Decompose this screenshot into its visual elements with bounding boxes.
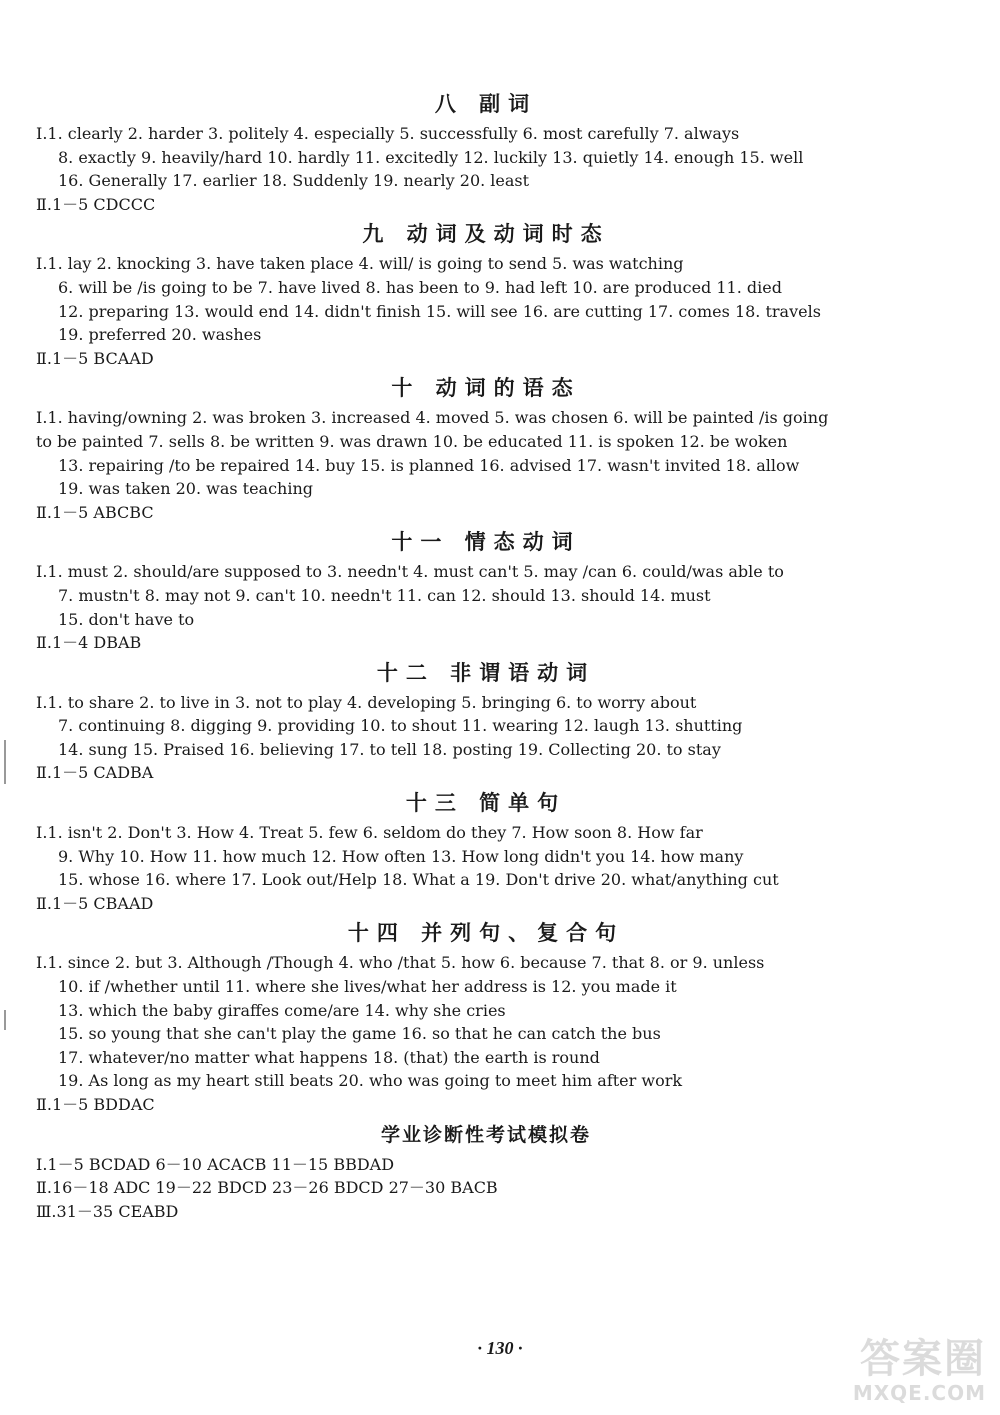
section-title: 九 动词及动词时态 (362, 221, 610, 247)
page-number: · 130 · (477, 1338, 523, 1358)
watermark-logo (772, 1337, 986, 1409)
answer-section (36, 370, 936, 524)
answer-key-page (36, 86, 936, 1223)
answer-line: 14. sung 15. Praised 16. believing 17. to tell 18. posting 19. Collecting 20. to stay (58, 739, 721, 759)
answer-line: 15. so young that she can't play the game 16. so that he can catch the bus (58, 1024, 661, 1044)
answer-section (36, 86, 936, 216)
section-title: 十二 非谓语动词 (376, 659, 596, 685)
answer-line: Ⅰ.1. having/owning 2. was broken 3. increased 4. moved 5. was chosen 6. will be painted /is going (36, 408, 829, 428)
section-title: 十三 简单句 (405, 790, 567, 816)
answer-line: 7. mustn't 8. may not 9. can't 10. needn't 11. can 12. should 13. should 14. must (58, 585, 711, 605)
watermark-logo-text: 答案圈 (860, 1336, 986, 1382)
answer-line: Ⅱ.1－4 DBAB (36, 633, 142, 653)
margin-scan-mark (4, 1010, 6, 1030)
answer-line: 13. repairing /to be repaired 14. buy 15. is planned 16. advised 17. wasn't invited 18. allow (58, 455, 800, 475)
answer-line: Ⅰ.1. lay 2. knocking 3. have taken place 4. will/ is going to send 5. was watching (36, 254, 684, 274)
answer-line: Ⅰ.1. to share 2. to live in 3. not to play 4. developing 5. bringing 6. to worry about (36, 692, 697, 712)
answer-line: 12. preparing 13. would end 14. didn't finish 15. will see 16. are cutting 17. comes 18. travels (58, 301, 821, 321)
answer-line: 7. continuing 8. digging 9. providing 10. to shout 11. wearing 12. laugh 13. shutting (58, 716, 743, 736)
section-title: 十一 情态动词 (391, 529, 581, 555)
answer-line: Ⅰ.1. must 2. should/are supposed to 3. needn't 4. must can't 5. may /can 6. could/was able to (36, 562, 784, 582)
answer-line: 15. don't have to (58, 609, 195, 629)
section-title: 十四 并列句、复合句 (347, 920, 625, 946)
answer-section (36, 655, 936, 785)
answer-line: Ⅱ.1－5 BCAAD (36, 348, 154, 368)
answer-line: Ⅰ.1. since 2. but 3. Although /Though 4. who /that 5. how 6. because 7. that 8. or 9. unless (36, 953, 765, 973)
answer-line: 17. whatever/no matter what happens 18. (that) the earth is round (58, 1047, 600, 1067)
answer-line: 9. Why 10. How 11. how much 12. How often 13. How long didn't you 14. how many (58, 846, 744, 866)
answer-line: Ⅱ.1－5 ABCBC (36, 502, 154, 522)
answer-line: Ⅱ.1－5 CDCCC (36, 194, 156, 214)
answer-line: Ⅰ.1－5 BCDAD 6－10 ACACB 11－15 BBDAD (36, 1154, 395, 1174)
answer-line: 13. which the baby giraffes come/are 14. why she cries (58, 1000, 506, 1020)
answer-line: Ⅱ.16－18 ADC 19－22 BDCD 23－26 BDCD 27－30 BACB (36, 1178, 498, 1198)
answer-section (36, 915, 936, 1116)
answer-section (36, 216, 936, 370)
section-title: 学业诊断性考试模拟卷 (380, 1123, 591, 1146)
answer-section (36, 524, 936, 654)
answer-line: Ⅲ.31－35 CEABD (36, 1201, 179, 1221)
answer-line: Ⅱ.1－5 CADBA (36, 763, 154, 783)
answer-line: Ⅰ.1. clearly 2. harder 3. politely 4. especially 5. successfully 6. most carefully 7. always (36, 124, 740, 143)
answer-section (36, 785, 936, 915)
answer-line: 19. As long as my heart still beats 20. who was going to meet him after work (58, 1071, 683, 1091)
answer-line: 10. if /whether until 11. where she lives/what her address is 12. you made it (58, 977, 677, 997)
watermark-site-text: MXQE.COM (852, 1381, 986, 1405)
answer-line: Ⅱ.1－5 CBAAD (36, 893, 154, 913)
section-title: 八 副词 (434, 91, 538, 116)
answer-line: 6. will be /is going to be 7. have lived 8. has been to 9. had left 10. are produced 11. died (58, 277, 782, 297)
answer-line: 19. preferred 20. washes (58, 325, 262, 345)
answer-line: 16. Generally 17. earlier 18. Suddenly 19. nearly 20. least (58, 171, 530, 191)
answer-line: Ⅱ.1－5 BDDAC (36, 1095, 155, 1114)
answer-line: to be painted 7. sells 8. be written 9. was drawn 10. be educated 11. is spoken 12. be woken (36, 431, 788, 451)
margin-scan-mark (4, 740, 6, 784)
answer-section (36, 1117, 936, 1224)
answer-line: 15. whose 16. where 17. Look out/Help 18. What a 19. Don't drive 20. what/anything cut (58, 870, 779, 890)
answer-line: 19. was taken 20. was teaching (58, 479, 314, 499)
answer-line: Ⅰ.1. isn't 2. Don't 3. How 4. Treat 5. few 6. seldom do they 7. How soon 8. How far (36, 823, 703, 843)
answer-line: 8. exactly 9. heavily/hard 10. hardly 11. excitedly 12. luckily 13. quietly 14. enough 15. well (58, 147, 804, 167)
section-title: 十 动词的语态 (391, 375, 581, 401)
